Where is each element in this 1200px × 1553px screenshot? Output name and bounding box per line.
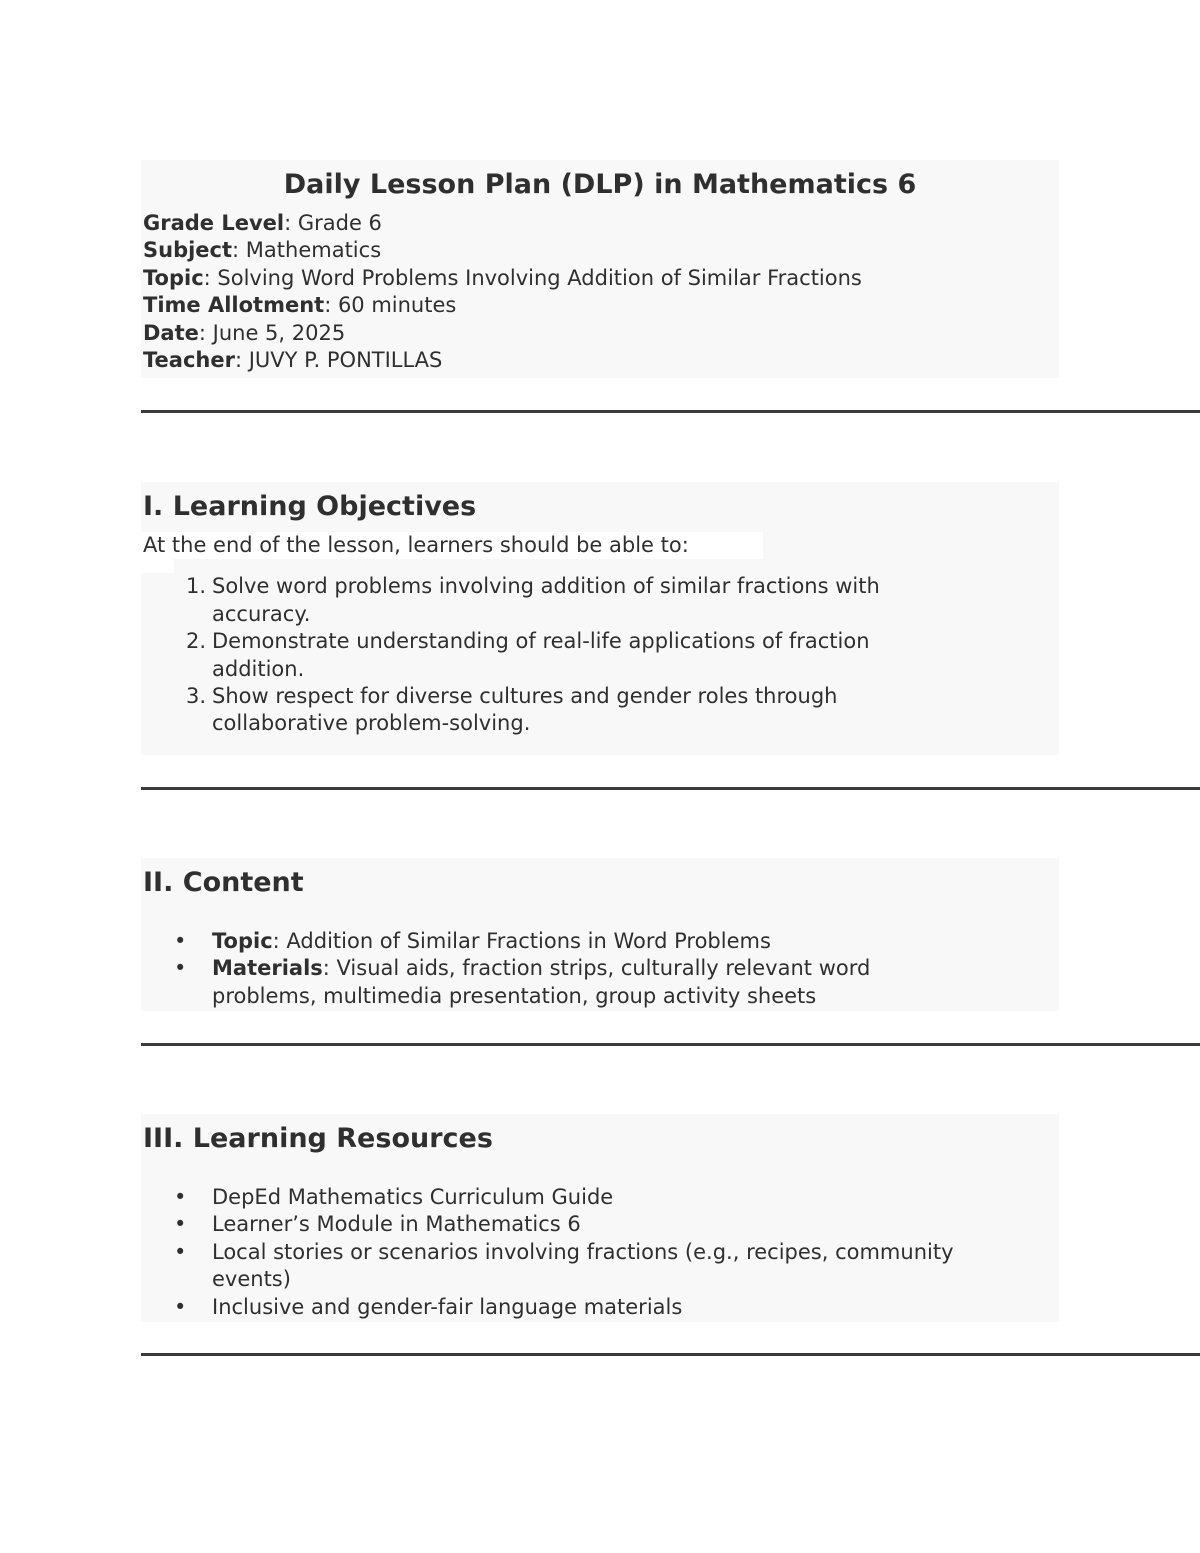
field-label: Teacher: [143, 348, 235, 373]
lesson-header: [141, 160, 1059, 378]
list-item: 2. Demonstrate understanding of real-life applications of fraction addition.: [174, 628, 1059, 683]
bullet: •: [174, 1294, 187, 1319]
field-value: : JUVY P. PONTILLAS: [234, 348, 443, 373]
section-divider: [141, 787, 1200, 790]
objectives-section: [141, 482, 1059, 755]
time-allotment-field: [141, 292, 1059, 319]
bullet: •: [174, 1212, 187, 1237]
topic-field: [141, 265, 1059, 292]
field-label: Subject: [143, 238, 233, 263]
section-divider: [141, 410, 1200, 413]
subject-field: [141, 237, 1059, 264]
page-title: Daily Lesson Plan (DLP) in Mathematics 6: [283, 169, 917, 200]
field-value: : 60 minutes: [324, 293, 457, 318]
field-label: Time Allotment: [143, 293, 325, 318]
teacher-field: [141, 347, 1059, 374]
section-heading: III. Learning Resources: [143, 1123, 493, 1154]
item-label: Materials: [212, 956, 323, 981]
field-label: Topic: [143, 265, 204, 290]
field-value: : Grade 6: [284, 211, 382, 235]
field-value: : June 5, 2025: [198, 320, 346, 345]
list-item: • Materials: Visual aids, fraction strips, culturally relevant word problems, multimedia presentation, group activity sheets: [174, 956, 871, 1008]
objectives-list: [174, 573, 1059, 737]
list-item: • Learner’s Module in Mathematics 6: [174, 1211, 1059, 1238]
content-section: [141, 858, 1059, 1011]
list-number: 1.: [185, 574, 206, 599]
bullet: •: [174, 1239, 187, 1264]
bullet: •: [174, 956, 187, 981]
resources-section: [141, 1114, 1059, 1322]
list-item: 3. Show respect for diverse cultures and gender roles through collaborative problem-solving.: [174, 683, 1059, 738]
list-number: 2.: [185, 629, 206, 654]
list-item: • Inclusive and gender-fair language materials: [174, 1294, 1059, 1321]
section-heading: II. Content: [143, 867, 304, 898]
field-label: Date: [143, 320, 199, 345]
list-item: 1. Solve word problems involving addition of similar fractions with accuracy.: [174, 573, 1059, 628]
section-heading: I. Learning Objectives: [143, 491, 477, 522]
resources-list: [174, 1170, 1059, 1321]
section-divider: [141, 1043, 1200, 1046]
field-value: : Mathematics: [232, 238, 382, 263]
list-item: • Topic: Addition of Similar Fractions in Word Problems: [174, 928, 1059, 955]
date-field: [141, 320, 1059, 347]
objectives-intro: At the end of the lesson, learners should be able to:: [141, 532, 763, 559]
field-value: : Solving Word Problems Involving Addition of Similar Fractions: [203, 265, 862, 290]
field-label: Grade Level: [143, 211, 285, 235]
item-label: Topic: [212, 929, 273, 953]
bullet: •: [174, 929, 187, 953]
list-item: • Local stories or scenarios involving fractions (e.g., recipes, community events): [174, 1239, 954, 1292]
list-number: 3.: [185, 684, 206, 709]
grade-level-field: [141, 210, 1059, 237]
bullet: •: [174, 1185, 187, 1209]
content-list: [174, 914, 1059, 1010]
list-item: • DepEd Mathematics Curriculum Guide: [174, 1184, 1059, 1211]
section-divider: [141, 1353, 1200, 1356]
